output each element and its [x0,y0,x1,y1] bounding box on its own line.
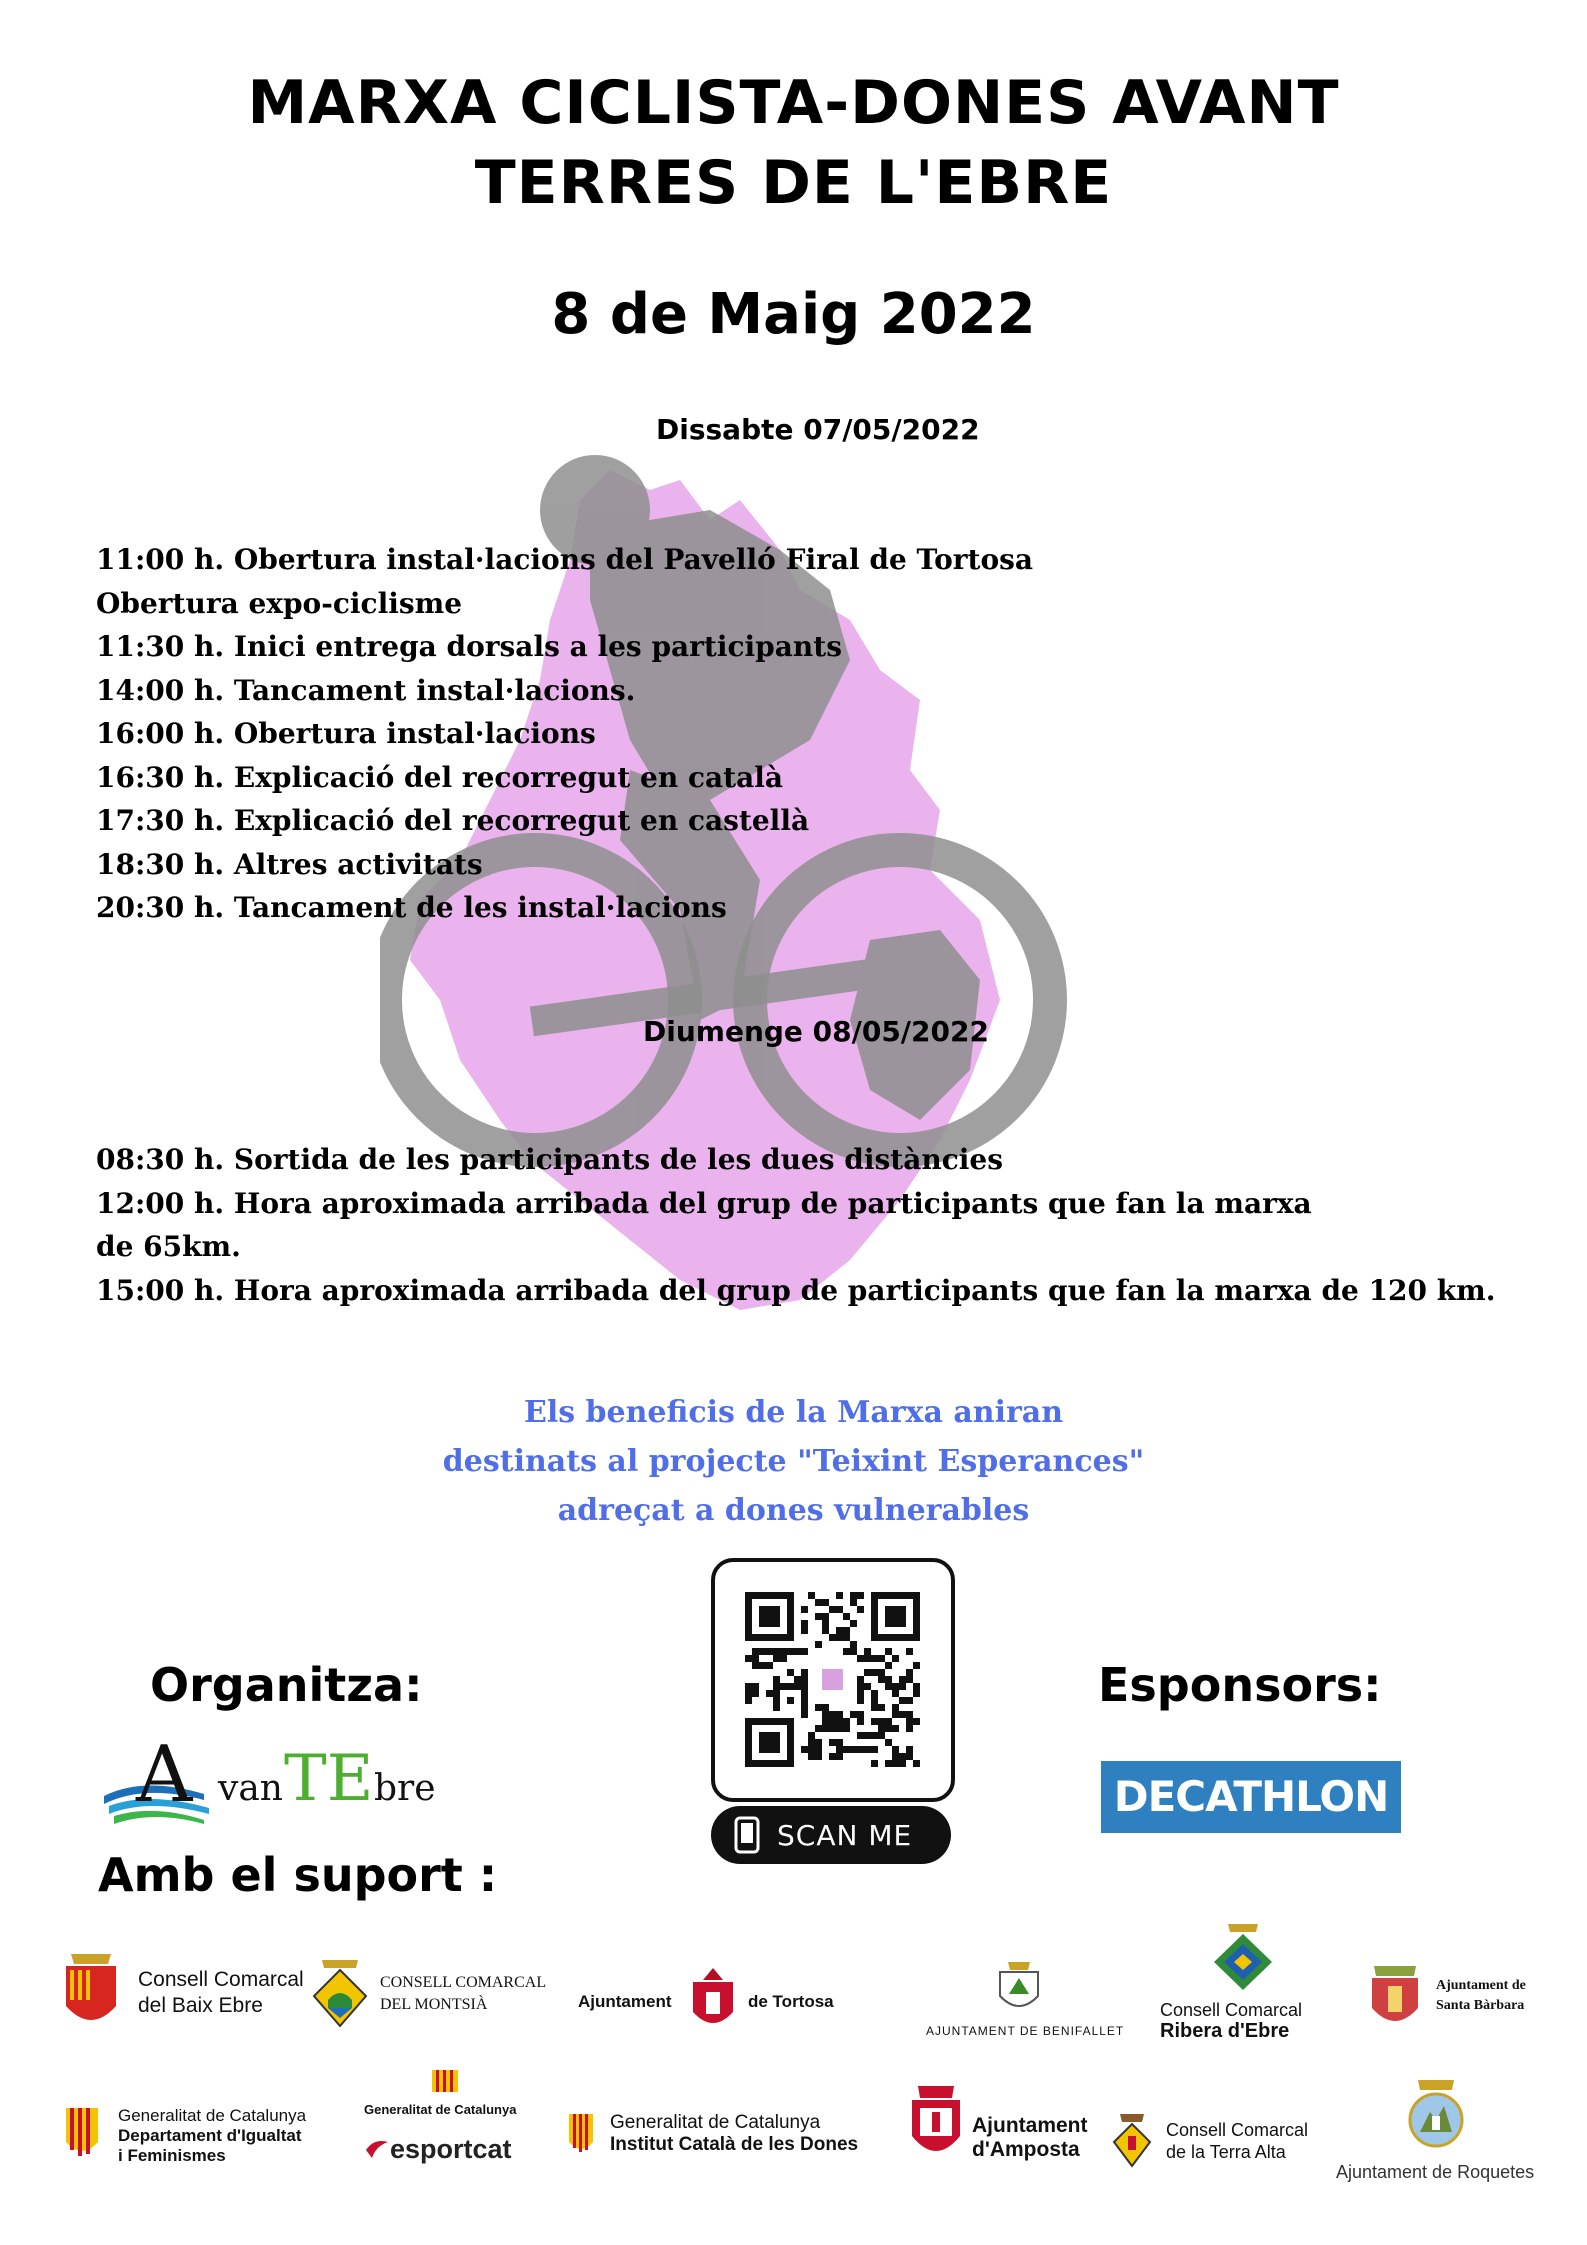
schedule-item: 16:00 h. Obertura instal·lacions [96,717,596,750]
scan-me-label: SCAN ME [777,1819,913,1852]
sunday-schedule [96,1138,1496,1312]
schedule-item: 11:00 h. Obertura instal·lacions del Pavelló Firal de Tortosa [96,543,1034,576]
igualtat-text-3: i Feminismes [118,2146,226,2165]
santa-barbara-text-2: Santa Bàrbara [1436,1998,1525,2013]
saturday-heading: Dissabte 07/05/2022 [656,413,980,446]
logo-van: van [218,1768,283,1809]
montsia-text-1: CONSELL COMARCAL [380,1974,547,1991]
logo-tortosa [578,1966,838,2046]
logo-baix-ebre [56,1946,304,2036]
schedule-item: 14:00 h. Tancament instal·lacions. [96,673,636,707]
logo-santa-barbara [1364,1960,1544,2040]
amposta-text-2: d'Amposta [972,2138,1080,2161]
title-line-1: MARXA CICLISTA-DONES AVANT [247,68,1340,138]
schedule-item: de 65km. [96,1230,241,1263]
ribera-ebre-text-2: Ribera d'Ebre [1160,2020,1290,2042]
logo-te: TE [284,1742,374,1816]
santa-barbara-text-1: Ajuntament de [1436,1978,1526,1993]
roquetes-text: Ajuntament de Roquetes [1336,2162,1535,2182]
esportcat-text-1: Generalitat de Catalunya [364,2102,517,2117]
sponsors-label: Esponsors: [1098,1658,1382,1712]
qr-code[interactable] [711,1558,955,1802]
santa-barbara-shield-icon [1364,1960,1426,2036]
benifallet-text: AJUNTAMENT DE BENIFALLET [926,2024,1125,2038]
phone-icon [733,1816,761,1854]
amposta-shield-icon [906,2080,966,2170]
schedule-item: 08:30 h. Sortida de les participants de les dues distàncies [96,1143,1003,1176]
title-line-2: TERRES DE L'EBRE [474,148,1113,218]
organizer-label: Organitza: [150,1658,423,1712]
baix-ebre-shield-icon [56,1946,126,2036]
esportcat-text-2: esportcat [390,2134,512,2164]
benefits-line: Els beneficis de la Marxa aniran [523,1395,1064,1430]
montsia-text-2: DEL MONTSIÀ [380,1996,488,2013]
generalitat-small-flag-icon [430,2068,460,2094]
event-date: 8 de Maig 2022 [551,282,1036,347]
logo-amposta [906,2080,1096,2180]
tortosa-text-1: Ajuntament [578,1992,672,2011]
logo-letter-a: A [136,1730,193,1820]
schedule-item: 16:30 h. Explicació del recorregut en català [96,760,784,794]
schedule-item: 15:00 h. Hora aproximada arribada del grup de participants que fan la marxa de 120 km. [96,1273,1496,1307]
tortosa-text-2: de Tortosa [748,1992,834,2011]
avantebre-logo [104,1730,444,1826]
benifallet-shield-icon [994,1958,1044,2018]
schedule-item: 12:00 h. Hora aproximada arribada del grup de participants que fan la marxa [96,1186,1312,1220]
sunday-heading: Diumenge 08/05/2022 [643,1015,989,1048]
logo-montsia [310,1956,550,2036]
esportcat-swoosh-icon [364,2136,390,2162]
schedule-item: 18:30 h. Altres activitats [96,847,483,881]
generalitat-flag-icon [62,2106,102,2160]
institut-dones-text-2: Institut Català de les Dones [610,2134,859,2155]
schedule-item: Obertura expo-ciclisme [96,586,463,620]
generalitat-flag-icon [566,2112,596,2156]
benefits-text [0,1388,1587,1535]
logo-benifallet [918,1958,1128,2048]
tortosa-shield-icon [688,1966,738,2036]
baix-ebre-text-1: Consell Comarcal [138,1968,304,1991]
montsia-shield-icon [310,1956,370,2032]
terra-alta-shield-icon [1110,2110,1154,2170]
support-label: Amb el suport : [98,1848,498,1902]
roquetes-shield-icon [1406,2076,1466,2152]
schedule-item: 11:30 h. Inici entrega dorsals a les participants [96,630,842,663]
schedule-item: 20:30 h. Tancament de les instal·lacions [96,891,727,924]
ribera-ebre-text-1: Consell Comarcal [1160,2000,1303,2020]
logo-bre: bre [374,1768,436,1809]
logo-esportcat [360,2068,530,2178]
scan-me-button[interactable] [711,1806,951,1864]
ribera-ebre-shield-icon [1208,1920,1278,1992]
saturday-schedule [96,538,1033,930]
institut-dones-text-1: Generalitat de Catalunya [610,2112,821,2133]
igualtat-text-1: Generalitat de Catalunya [118,2106,307,2125]
terra-alta-text-2: de la Terra Alta [1166,2142,1286,2162]
amposta-text-1: Ajuntament [972,2114,1088,2137]
qr-pattern [715,1562,951,1798]
terra-alta-text-1: Consell Comarcal [1166,2120,1309,2140]
logo-institut-dones [566,2112,896,2172]
benefits-line: adreçat a dones vulnerables [557,1493,1030,1528]
baix-ebre-text-2: del Baix Ebre [138,1994,263,2017]
logo-terra-alta [1110,2110,1320,2180]
logo-ribera-ebre [1160,1920,1340,2040]
schedule-item: 17:30 h. Explicació del recorregut en castellà [96,804,810,837]
logo-roquetes [1332,2076,1552,2186]
decathlon-logo: DECATHLON [1101,1761,1401,1833]
logo-igualtat [62,2100,342,2180]
benefits-line: destinats al projecte "Teixint Esperances" [442,1444,1145,1479]
igualtat-text-2: Departament d'Igualtat [118,2126,302,2145]
